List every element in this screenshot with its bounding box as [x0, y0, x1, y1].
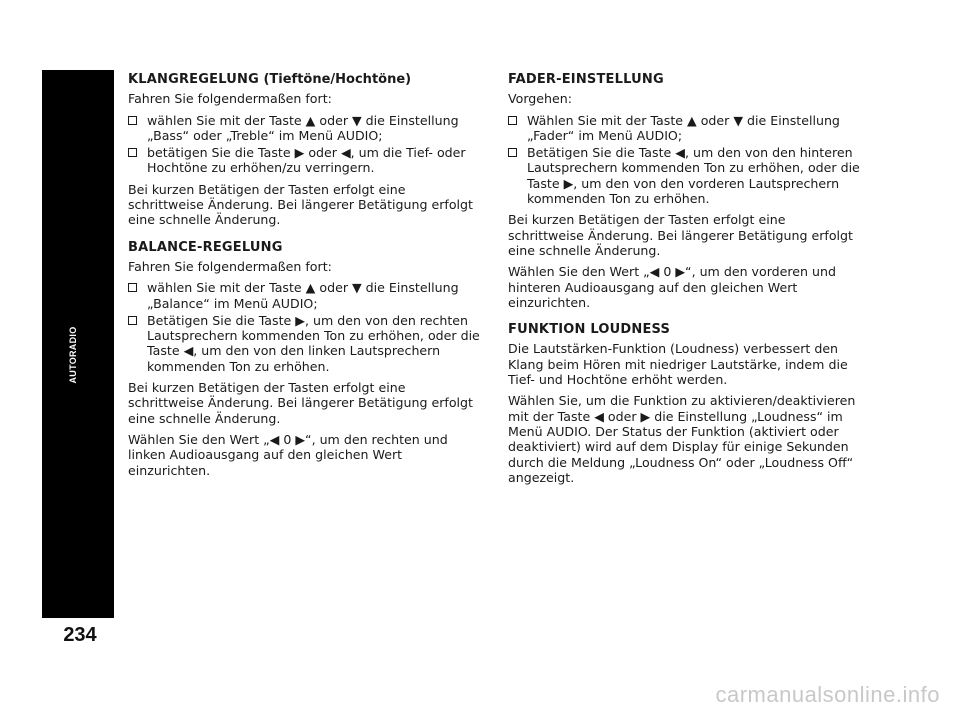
fader-heading: FADER-EINSTELLUNG [508, 72, 664, 87]
watermark: carmanualsonline.info [715, 682, 940, 707]
list-item: Wählen Sie mit der Taste ▲ oder ▼ die Einstellung „Fader“ im Menü AUDIO; [508, 113, 863, 144]
klang-subtitle: (Tieftöne/Hochtöne) [258, 72, 412, 87]
loudness-description: Die Lautstärken-Funktion (Loudness) verbessert den Klang beim Hören mit niedriger Lautstärke, indem die Tief- und Hochtöne erhöht werden. [508, 341, 848, 388]
fader-final: Wählen Sie den Wert „◀ 0 ▶“, um den vorderen und hinteren Audioausgang auf den gleichen Wert einzurichten. [508, 264, 837, 310]
klang-steps [128, 113, 483, 176]
balance-note: Bei kurzen Betätigen der Tasten erfolgt eine schrittweise Änderung. Bei längerer Betätigung erfolgt eine schnelle Änderung. [128, 380, 473, 426]
checkbox-bullet-icon [128, 148, 137, 157]
right-column [508, 72, 863, 491]
left-column [128, 72, 483, 484]
section-label: AUTORADIO [68, 326, 78, 384]
fader-note: Bei kurzen Betätigen der Tasten erfolgt eine schrittweise Änderung. Bei längerer Betätigung erfolgt eine schnelle Änderung. [508, 212, 853, 258]
list-item: betätigen Sie die Taste ▶ oder ◀, um die Tief- oder Hochtöne zu erhöhen/zu verringern. [128, 145, 483, 176]
list-item: wählen Sie mit der Taste ▲ oder ▼ die Einstellung „Bass“ oder „Treble“ im Menü AUDIO; [128, 113, 483, 144]
checkbox-bullet-icon [508, 116, 517, 125]
checkbox-bullet-icon [128, 316, 137, 325]
balance-intro: Fahren Sie folgendermaßen fort: [128, 258, 332, 274]
klang-note: Bei kurzen Betätigen der Tasten erfolgt eine schrittweise Änderung. Bei längerer Betätigung erfolgt eine schnelle Änderung. [128, 181, 473, 228]
klang-title: KLANGREGELUNG [128, 72, 259, 87]
page-number: 234 [63, 624, 97, 646]
balance-steps [128, 280, 483, 374]
balance-heading: BALANCE-REGELUNG [128, 239, 283, 255]
checkbox-bullet-icon [508, 148, 517, 157]
fader-steps [508, 113, 863, 207]
fader-intro: Vorgehen: [508, 91, 572, 107]
list-item: Betätigen Sie die Taste ▶, um den von den rechten Lautsprechern kommenden Ton zu erhöhen, oder die Taste ◀, um den von den linken Lautsprechern kommenden Ton zu erhöhen. [128, 313, 483, 374]
checkbox-bullet-icon [128, 116, 137, 125]
balance-final: Wählen Sie den Wert „◀ 0 ▶“, um den rechten und linken Audioausgang auf den gleichen Wert einzurichten. [128, 431, 448, 478]
loudness-heading: FUNKTION LOUDNESS [508, 322, 671, 338]
checkbox-bullet-icon [128, 283, 137, 292]
klang-heading [128, 72, 483, 87]
loudness-instructions: Wählen Sie, um die Funktion zu aktivieren/deaktivieren mit der Taste ◀ oder ▶ die Einstellung „Loudness“ im Menü AUDIO. Der Status der Funktion (aktiviert oder deaktiviert) wird auf dem Display für einige Sekunden durch die Meldung „Loudness On“ oder „Loudness Off“ angezeigt. [508, 393, 856, 485]
list-item: wählen Sie mit der Taste ▲ oder ▼ die Einstellung „Balance“ im Menü AUDIO; [128, 280, 483, 311]
list-item: Betätigen Sie die Taste ◀, um den von den hinteren Lautsprechern kommenden Ton zu erhöhen, oder die Taste ▶, um den von den vorderen Lautsprechern kommenden Ton zu erhöhen. [508, 145, 863, 206]
klang-intro: Fahren Sie folgendermaßen fort: [128, 91, 332, 107]
